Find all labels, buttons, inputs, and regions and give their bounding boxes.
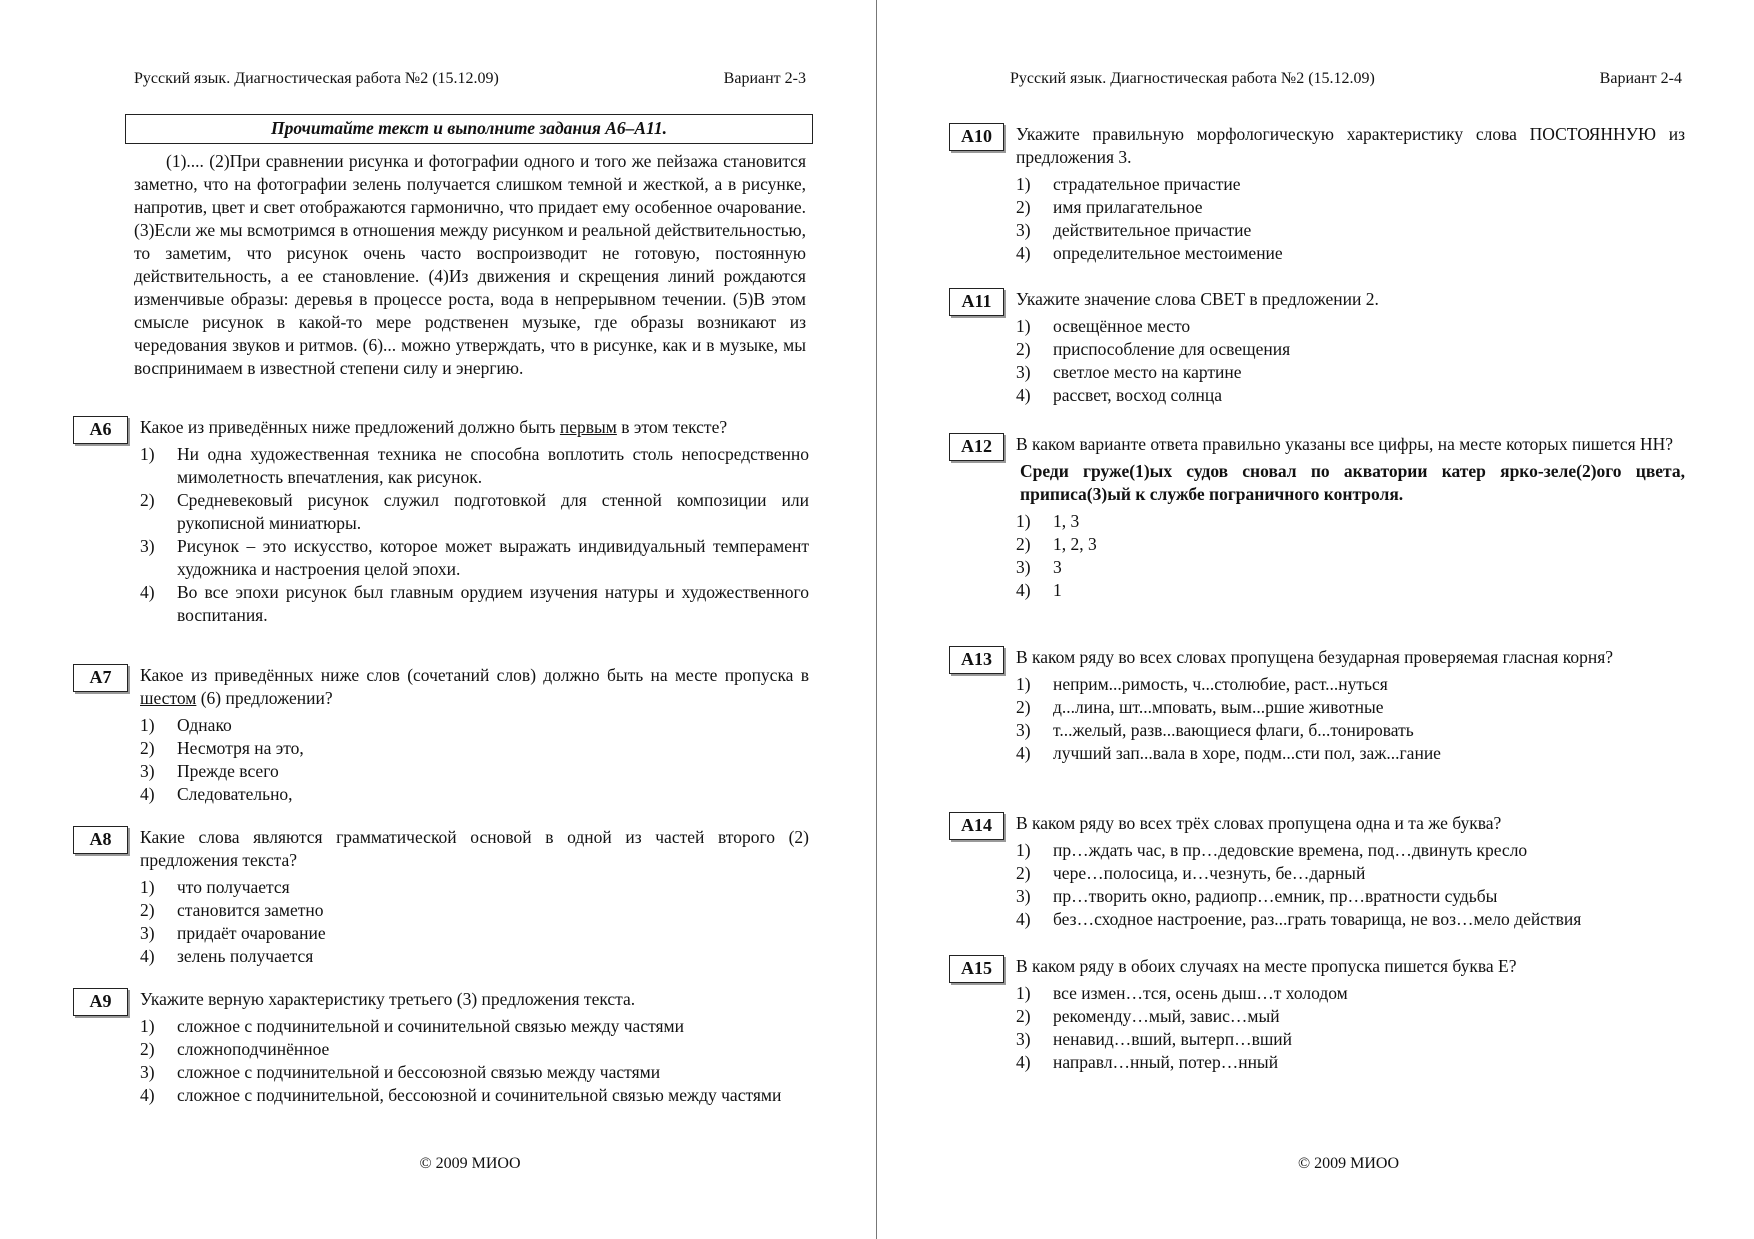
answer-option[interactable]: 1) сложное с подчинительной и сочинительной связью между частями xyxy=(140,1016,684,1036)
question-text: В каком ряду во всех трёх словах пропущена одна и та же буква? xyxy=(1016,813,1502,833)
answer-option[interactable]: 3) пр…творить окно, радиопр…емник, пр…вратности судьбы xyxy=(1016,886,1498,906)
question-text: Какие слова являются грамматической основой в одной из частей второго (2) предложения текста? xyxy=(140,827,809,870)
question-label: А7 xyxy=(73,664,128,692)
answer-option[interactable]: 1) Однако xyxy=(140,715,232,735)
question-text: Укажите верную характеристику третьего (3) предложения текста. xyxy=(140,989,636,1009)
answer-option[interactable]: 2) становится заметно xyxy=(140,900,324,920)
answer-options xyxy=(140,876,809,968)
question-a10 xyxy=(949,123,1685,265)
answer-option[interactable]: 2) рекоменду…мый, завис…мый xyxy=(1016,1006,1280,1026)
answer-option[interactable]: 3) светлое место на картине xyxy=(1016,362,1242,382)
question-label: А12 xyxy=(949,433,1004,461)
answer-option[interactable]: 3) т...желый, разв...вающиеся флаги, б...тонировать xyxy=(1016,720,1414,740)
page-right xyxy=(877,0,1754,1239)
answer-option[interactable]: 2) д...лина, шт...мповать, вым...ршие животные xyxy=(1016,697,1384,717)
question-label: А11 xyxy=(949,288,1004,316)
question-a8 xyxy=(73,826,809,968)
header-title: Русский язык. Диагностическая работа №2 (15.12.09) xyxy=(1010,70,1375,87)
answer-option[interactable]: 1) страдательное причастие xyxy=(1016,174,1241,194)
question-label: А15 xyxy=(949,955,1004,983)
answer-option[interactable]: 3) ненавид…вший, вытерп…вший xyxy=(1016,1029,1293,1049)
question-label: А10 xyxy=(949,123,1004,151)
question-a15 xyxy=(949,955,1685,1074)
answer-option[interactable]: 4) Во все эпохи рисунок был главным орудием изучения натуры и художественного воспитания. xyxy=(140,582,809,625)
answer-options xyxy=(140,443,809,627)
answer-options xyxy=(1016,510,1685,602)
underlined-word: шестом xyxy=(140,688,197,708)
question-label: А13 xyxy=(949,646,1004,674)
question-a12 xyxy=(949,433,1685,602)
header-title: Русский язык. Диагностическая работа №2 (15.12.09) xyxy=(134,70,499,87)
answer-option[interactable]: 3) действительное причастие xyxy=(1016,220,1252,240)
answer-options xyxy=(1016,673,1685,765)
question-label: А14 xyxy=(949,812,1004,840)
answer-option[interactable]: 2) Средневековый рисунок служил подготовкой для стенной композиции или рукописной миниатюры. xyxy=(140,490,809,533)
answer-option[interactable]: 2) чере…полосица, и…чезнуть, бе…дарный xyxy=(1016,863,1366,883)
answer-options xyxy=(1016,982,1685,1074)
answer-options xyxy=(1016,173,1685,265)
answer-options xyxy=(1016,839,1685,931)
question-text: В каком ряду в обоих случаях на месте пропуска пишется буква Е? xyxy=(1016,956,1517,976)
answer-option[interactable]: 3) 3 xyxy=(1016,557,1062,577)
question-label: А8 xyxy=(73,826,128,854)
instruction-box: Прочитайте текст и выполните задания А6–А11. xyxy=(125,114,813,144)
bold-sentence: Среди груже(1)ых судов сновал по акватории катер ярко-зеле(2)ого цвета, приписа(3)ый к службе пограничного контроля. xyxy=(1020,461,1685,504)
answer-option[interactable]: 1) Ни одна художественная техника не способна воплотить столь непосредственно мимолетность впечатления, как рисунок. xyxy=(140,444,809,487)
question-text: В каком варианте ответа правильно указаны все цифры, на месте которых пишется НН? xyxy=(1016,434,1674,454)
answer-option[interactable]: 4) рассвет, восход солнца xyxy=(1016,385,1223,405)
answer-option[interactable]: 4) 1 xyxy=(1016,580,1062,600)
answer-option[interactable]: 2) 1, 2, 3 xyxy=(1016,534,1097,554)
answer-option[interactable]: 1) неприм...римость, ч...столюбие, раст...нуться xyxy=(1016,674,1388,694)
page-header xyxy=(1010,70,1682,88)
question-text: Какое из приведённых ниже слов (сочетаний слов) должно быть на месте пропуска в шестом (6) предложении? xyxy=(140,665,809,708)
answer-option[interactable]: 1) пр…ждать час, в пр…дедовские времена, под…двинуть кресло xyxy=(1016,840,1528,860)
answer-option[interactable]: 4) сложное с подчинительной, бессоюзной и сочинительной связью между частями xyxy=(140,1085,782,1105)
underlined-word: первым xyxy=(559,417,617,437)
question-text: Укажите значение слова СВЕТ в предложении 2. xyxy=(1016,289,1379,309)
answer-option[interactable]: 2) имя прилагательное xyxy=(1016,197,1203,217)
answer-option[interactable]: 4) без…сходное настроение, раз...грать товарища, не воз…мело действия xyxy=(1016,909,1582,929)
answer-option[interactable]: 1) освещённое место xyxy=(1016,316,1191,336)
question-a7 xyxy=(73,664,809,806)
answer-options xyxy=(1016,315,1685,407)
page-footer: © 2009 МИОО xyxy=(1297,1155,1400,1172)
question-text: В каком ряду во всех словах пропущена безударная проверяемая гласная корня? xyxy=(1016,647,1614,667)
question-a9 xyxy=(73,988,809,1107)
page-header xyxy=(134,70,806,88)
question-label: А6 xyxy=(73,416,128,444)
answer-option[interactable]: 4) определительное местоимение xyxy=(1016,243,1283,263)
answer-option[interactable]: 3) сложное с подчинительной и бессоюзной связью между частями xyxy=(140,1062,661,1082)
question-a13 xyxy=(949,646,1685,765)
answer-option[interactable]: 2) Несмотря на это, xyxy=(140,738,304,758)
answer-options xyxy=(140,1015,809,1107)
header-variant: Вариант 2-4 xyxy=(1599,70,1682,87)
question-a6 xyxy=(73,416,809,627)
answer-option[interactable]: 4) направл…нный, потер…нный xyxy=(1016,1052,1279,1072)
question-text: Укажите правильную морфологическую характеристику слова ПОСТОЯННУЮ из предложения 3. xyxy=(1016,124,1685,167)
answer-option[interactable]: 1) все измен…тся, осень дыш…т холодом xyxy=(1016,983,1348,1003)
question-a14 xyxy=(949,812,1685,931)
question-label: А9 xyxy=(73,988,128,1016)
answer-option[interactable]: 2) приспособление для освещения xyxy=(1016,339,1291,359)
header-variant: Вариант 2-3 xyxy=(723,70,806,87)
page-footer: © 2009 МИОО xyxy=(419,1155,521,1172)
reading-passage: (1).... (2)При сравнении рисунка и фотографии одного и того же пейзажа становится заметно, что на фотографии зелень получается слишком темной и жесткой, а в рисунке, напротив, цвет и свет отображаются гармонично, что придает ему особенное очарование. (3)Если же мы всмотримся в отношения между рисунком и реальной действительностью, то заметим, что рисунок очень часто воспроизводит не готовую, постоянную действительность, а ее становление. (4)Из движения и скрещения линий рождаются изменчивые образы: деревья в процессе роста, вода в непрерывном течении. (5)В этом смысле рисунок в какой-то мере родственен музыке, где образы возникают из чередования звуков и ритмов. (6)... можно утверждать, что в рисунке, как и в музыке, мы воспринимаем в известной степени силу и энергию. xyxy=(134,151,806,378)
answer-option[interactable]: 2) сложноподчинённое xyxy=(140,1039,330,1059)
answer-option[interactable]: 1) что получается xyxy=(140,877,290,897)
answer-option[interactable]: 4) зелень получается xyxy=(140,946,314,966)
answer-option[interactable]: 4) лучший зап...вала в хоре, подм...сти пол, заж...гание xyxy=(1016,743,1441,763)
answer-options xyxy=(140,714,809,806)
answer-option[interactable]: 1) 1, 3 xyxy=(1016,511,1080,531)
answer-option[interactable]: 3) придаёт очарование xyxy=(140,923,326,943)
answer-option[interactable]: 4) Следовательно, xyxy=(140,784,293,804)
answer-option[interactable]: 3) Рисунок – это искусство, которое может выражать индивидуальный темперамент художника и настроения целой эпохи. xyxy=(140,536,809,579)
question-text: Какое из приведённых ниже предложений должно быть первым в этом тексте? xyxy=(140,417,728,437)
question-a11 xyxy=(949,288,1685,407)
answer-option[interactable]: 3) Прежде всего xyxy=(140,761,279,781)
